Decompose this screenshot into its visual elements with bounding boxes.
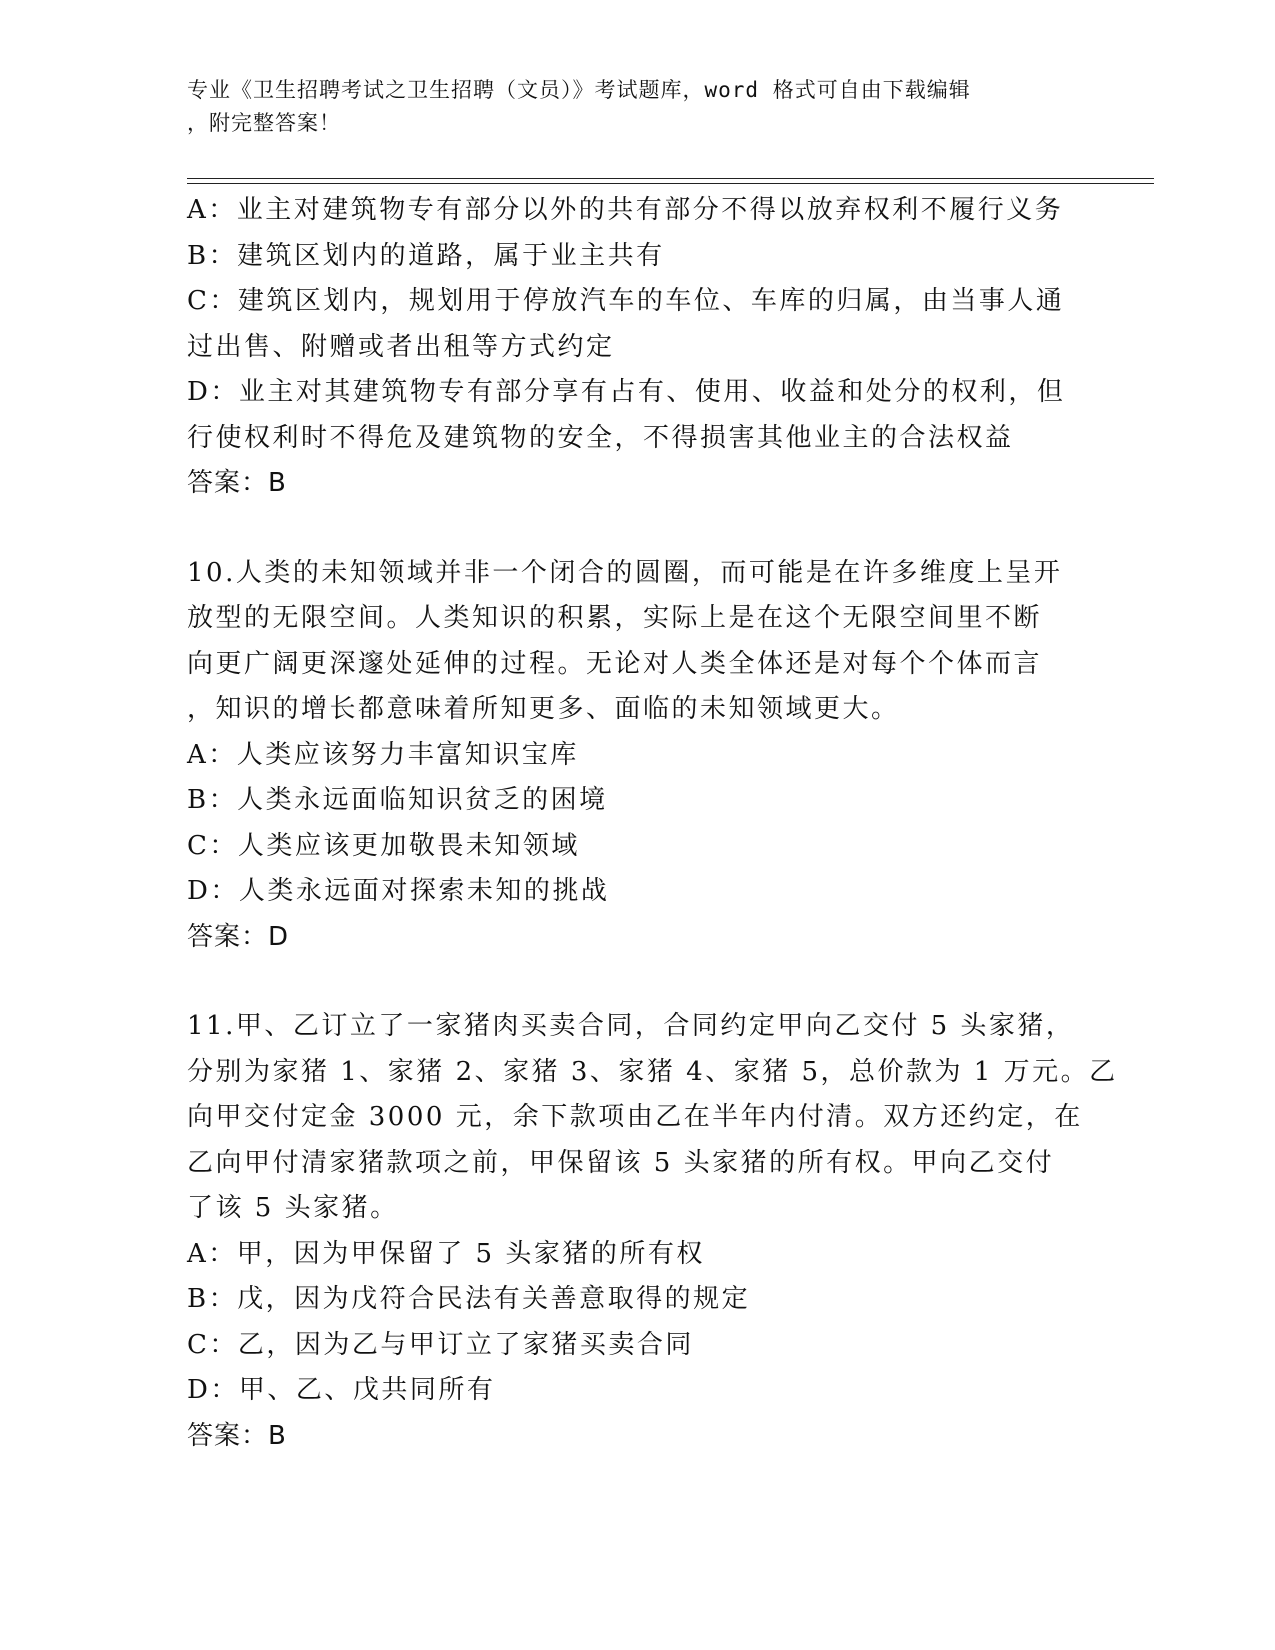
q10-stem-line-1: 10.人类的未知领域并非一个闭合的圆圈，而可能是在许多维度上呈开 — [187, 557, 1063, 588]
q9-option-d-line-1: D：业主对其建筑物专有部分享有占有、使用、收益和处分的权利，但 — [187, 377, 1066, 407]
header-line-2: ，附完整答案！ — [187, 111, 341, 135]
question-spacer — [187, 960, 1087, 1004]
header-divider-bottom — [187, 183, 1154, 184]
q11-answer: 答案：B — [187, 1420, 287, 1451]
q11-stem-line-5: 了该 5 头家猪。 — [187, 1193, 399, 1223]
header-divider-top — [187, 178, 1154, 179]
q10-stem-line-3: 向更广阔更深邃处延伸的过程。无论对人类全体还是对每个个体而言 — [187, 648, 1043, 679]
q11-option-b: B：戊，因为戊符合民法有关善意取得的规定 — [187, 1284, 751, 1314]
q10-option-d: D：人类永远面对探索未知的挑战 — [187, 876, 610, 906]
q11-option-d: D：甲、乙、戊共同所有 — [187, 1375, 496, 1405]
q9-option-c-line-2: 过出售、附赠或者出租等方式约定 — [187, 331, 615, 362]
q11-option-c: C：乙，因为乙与甲订立了家猪买卖合同 — [187, 1329, 694, 1360]
q11-option-a: A：甲，因为甲保留了 5 头家猪的所有权 — [187, 1238, 705, 1269]
q9-option-d-line-2: 行使权利时不得危及建筑物的安全，不得损害其他业主的合法权益 — [187, 422, 1014, 453]
question-spacer — [187, 507, 1087, 551]
q11-stem-line-1: 11.甲、乙订立了一家猪肉买卖合同，合同约定甲向乙交付 5 头家猪， — [187, 1011, 1075, 1041]
q10-answer: 答案：D — [187, 921, 290, 952]
document-header — [187, 74, 1067, 140]
question-11 — [187, 1004, 1118, 1459]
header-line-1: 专业《卫生招聘考试之卫生招聘（文员）》考试题库，word 格式可自由下载编辑 — [187, 78, 971, 102]
q9-option-a: A：业主对建筑物专有部分以外的共有部分不得以放弃权利不履行义务 — [187, 195, 1064, 225]
q10-option-b: B：人类永远面临知识贫乏的困境 — [187, 785, 608, 815]
q11-stem-line-4: 乙向甲付清家猪款项之前，甲保留该 5 头家猪的所有权。甲向乙交付 — [187, 1147, 1055, 1178]
document-body — [187, 188, 1118, 1459]
q9-answer: 答案：B — [187, 468, 287, 498]
q9-option-c-line-1: C：建筑区划内，规划用于停放汽车的车位、车库的归属，由当事人通 — [187, 286, 1065, 316]
q10-option-a: A：人类应该努力丰富知识宝库 — [187, 739, 579, 770]
question-9 — [187, 188, 1087, 507]
question-10 — [187, 551, 1087, 961]
q11-stem-line-2: 分别为家猪 1、家猪 2、家猪 3、家猪 4、家猪 5，总价款为 1 万元。乙 — [187, 1056, 1118, 1087]
q10-stem-line-2: 放型的无限空间。人类知识的积累，实际上是在这个无限空间里不断 — [187, 603, 1043, 633]
q9-option-b: B：建筑区划内的道路，属于业主共有 — [187, 240, 665, 271]
q11-stem-line-3: 向甲交付定金 3000 元，余下款项由乙在半年内付清。双方还约定，在 — [187, 1102, 1083, 1132]
q10-stem-line-4: ，知识的增长都意味着所知更多、面临的未知领域更大。 — [187, 694, 900, 724]
q10-option-c: C：人类应该更加敬畏未知领域 — [187, 830, 580, 861]
